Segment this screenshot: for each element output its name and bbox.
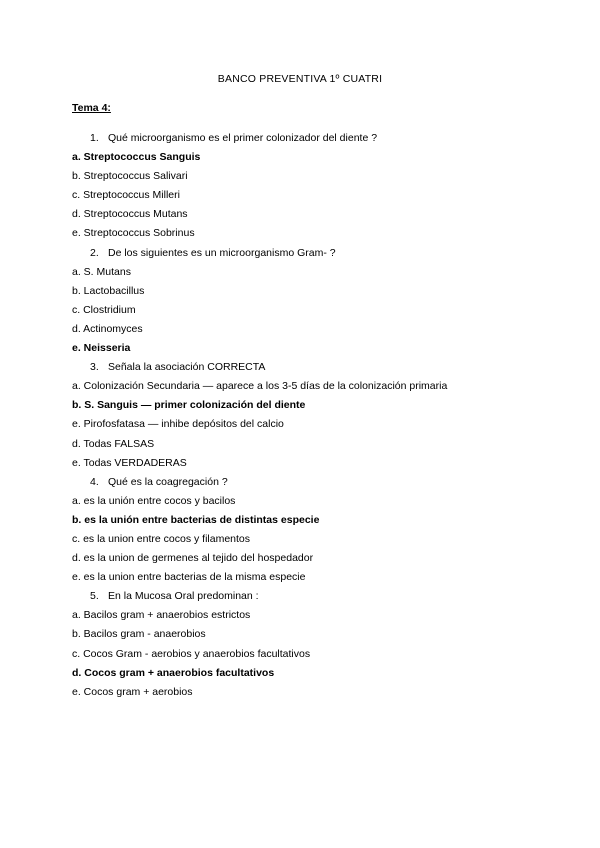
- answer-option: d. Actinomyces: [72, 322, 143, 335]
- answer-option: d. Cocos gram + anaerobios facultativos: [72, 666, 275, 679]
- question-number: 2.: [90, 246, 99, 259]
- answer-option: a. Bacilos gram + anaerobios estrictos: [72, 609, 251, 622]
- answer-option: b. Bacilos gram - anaerobios: [72, 628, 206, 641]
- question-number: 4.: [90, 475, 99, 488]
- answer-option: e. Cocos gram + aerobios: [72, 685, 193, 698]
- question-text: Qué microorganismo es el primer colonizador del diente ?: [108, 132, 378, 144]
- answer-option: d. Streptococcus Mutans: [72, 208, 188, 221]
- question-5: [0, 587, 600, 606]
- question-text: De los siguientes es un microorganismo Gram- ?: [108, 246, 336, 259]
- answer-option: d. Todas FALSAS: [72, 437, 155, 450]
- answer-option: c. Clostridium: [72, 303, 136, 316]
- answer-option: a. Streptococcus Sanguis: [72, 151, 201, 164]
- answer-option: b. S. Sanguis — primer colonización del diente: [72, 399, 306, 412]
- section-heading: Tema 4:: [72, 102, 111, 114]
- answer-option: b. Streptococcus Salivari: [72, 170, 188, 183]
- answer-option: b. Lactobacillus: [72, 284, 145, 297]
- question-number: 3.: [90, 361, 99, 374]
- question-text: Qué es la coagregación ?: [108, 475, 228, 488]
- question-1: [0, 129, 600, 148]
- answer-option: e. Todas VERDADERAS: [72, 456, 187, 469]
- question-number: 5.: [90, 590, 99, 603]
- question-2: [0, 244, 600, 263]
- answer-option: c. es la union entre cocos y filamentos: [72, 532, 251, 545]
- answer-option: e. Streptococcus Sobrinus: [72, 227, 195, 240]
- answer-option: c. Cocos Gram - aerobios y anaerobios facultativos: [72, 647, 311, 660]
- answer-option: d. es la union de germenes al tejido del hospedador: [72, 552, 314, 565]
- document-title: BANCO PREVENTIVA 1º CUATRI: [217, 73, 383, 85]
- answer-option: b. es la unión entre bacterias de distintas especie: [72, 513, 320, 526]
- question-3: [0, 358, 600, 377]
- question-text: Señala la asociación CORRECTA: [108, 361, 266, 374]
- answer-option: a. S. Mutans: [72, 265, 131, 278]
- answer-option: e. Neisseria: [72, 342, 131, 355]
- answer-option: c. Streptococcus Milleri: [72, 189, 180, 202]
- question-4: [0, 473, 600, 492]
- question-list: [0, 129, 600, 702]
- question-number: 1.: [90, 132, 99, 144]
- answer-option: a. Colonización Secundaria — aparece a los 3-5 días de la colonización primaria: [72, 380, 448, 393]
- answer-option: e. es la union entre bacterias de la misma especie: [72, 571, 306, 584]
- question-text: En la Mucosa Oral predominan :: [108, 590, 259, 603]
- answer-option: e. Pirofosfatasa — inhibe depósitos del calcio: [72, 418, 284, 431]
- answer-option: a. es la unión entre cocos y bacilos: [72, 494, 236, 507]
